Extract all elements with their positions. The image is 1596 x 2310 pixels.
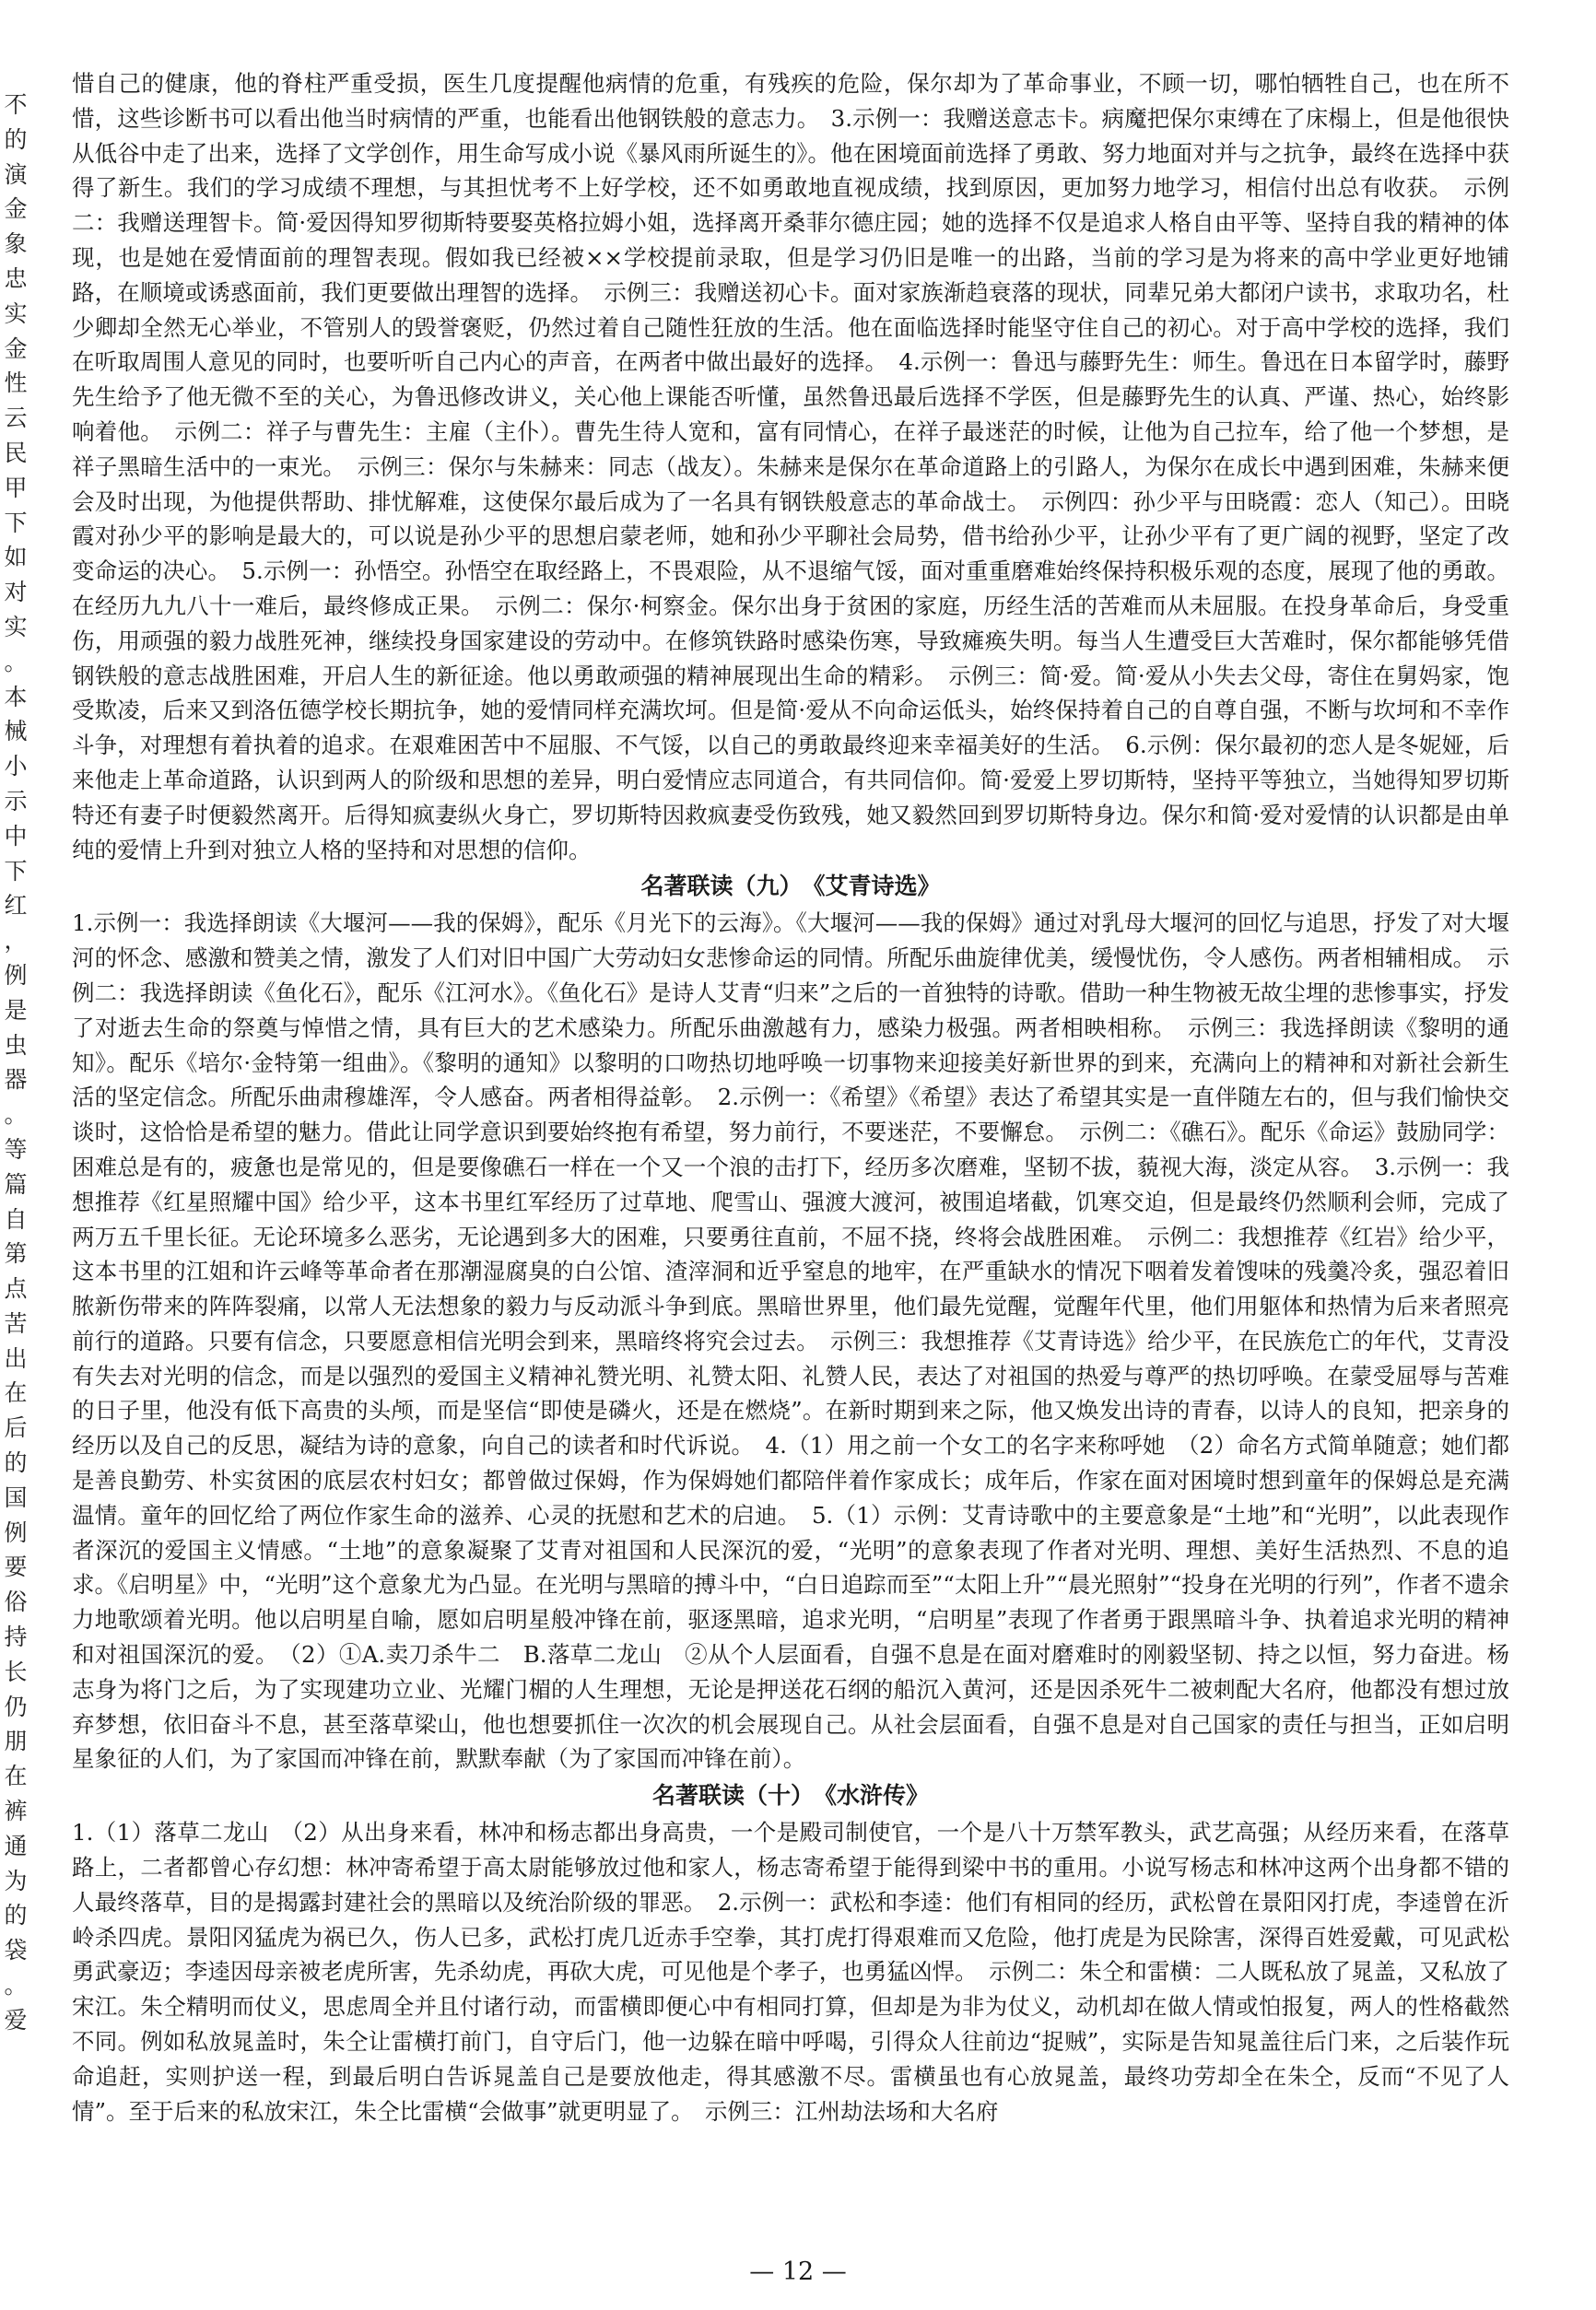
section-10-heading: 名著联读（十） 《水浒传》 <box>651 1782 929 1810</box>
left-margin-char: 如 <box>4 544 28 571</box>
left-margin-char: 金 <box>4 195 28 223</box>
left-margin-char: 金 <box>4 334 28 362</box>
left-margin-char: 器 <box>4 1066 28 1094</box>
left-margin-char: 性 <box>4 369 28 397</box>
left-margin-char: 持 <box>4 1624 28 1651</box>
left-margin-char: 第 <box>4 1240 28 1268</box>
left-margin-char: ， <box>4 927 28 955</box>
left-margin-char: 的 <box>4 1449 28 1477</box>
section-9-heading: 名著联读（九） 《艾青诗选》 <box>640 873 941 900</box>
left-margin-char: 是 <box>4 996 28 1024</box>
left-margin-char: 。 <box>4 1972 28 1999</box>
section-10-paragraph: 1.（1）落草二龙山 （2）从出身来看，林冲和杨志都出身高贵，一个是殿司制使官，一个是八十万禁军教头，武艺高强；从经历来看，在落草路上，二者都曾心存幻想：林冲寄希望于高太尉能够放过他和家人，杨志寄希望于能得到梁中书的重用。小说写杨志和林冲这两个出身都不错的人最终落草，目的是揭露封建社会的黑暗以及统治阶级的罪恶。 2.示例一：武松和李逵：他们有相同的经历，武松曾在景阳冈打虎，李逵曾在沂岭杀四虎。景阳冈猛虎为祸已久，伤人已多，武松打虎几近赤手空拳，其打虎打得艰难而又危险，他打虎是为民除害，深得百姓爱戴，可见武松勇武豪迈；李逵因母亲被老虎所害，先杀幼虎，再砍大虎，可见他是个孝子，也勇猛凶悍。 示例二：朱仝和雷横：二人既私放了晁盖，又私放了宋江。朱仝精明而仗义，思虑周全并且付诸行动，而雷横即便心中有相同打算，但却是为非为仗义，动机却在做人情或怕报复，两人的性格截然不同。例如私放晁盖时，朱仝让雷横打前门，自守后门，他一边躲在暗中呼喝，引得众人往前边“捉贼”，实际是告知晁盖往后门来，之后装作玩命追赶，实则护送一程，到最后明白告诉晁盖自己是要放他走，得其感激不尽。雷横虽也有心放晁盖，最终功劳却全在朱仝，反而“不见了人情”。至于后来的私放宋江，朱仝比雷横“会做事”就更明显了。 示例三：江州劫法场和大名府 <box>72 1819 1509 2125</box>
left-margin-char: 小 <box>4 753 28 780</box>
left-margin-char: 下 <box>4 857 28 885</box>
left-margin-char: 虫 <box>4 1031 28 1059</box>
left-margin-char: 点 <box>4 1275 28 1303</box>
left-margin-char: 例 <box>4 1519 28 1546</box>
left-margin-char: 朋 <box>4 1728 28 1755</box>
left-margin-char: 篇 <box>4 1170 28 1198</box>
left-margin-char: 在 <box>4 1763 28 1790</box>
left-margin-char: 演 <box>4 160 28 188</box>
left-margin-char: 下 <box>4 509 28 536</box>
left-margin-char: 忠 <box>4 264 28 292</box>
left-margin-char: 裤 <box>4 1798 28 1825</box>
left-margin-char: 爱 <box>4 2006 28 2034</box>
page-number: — 12 — <box>749 2257 847 2286</box>
left-margin-char: 通 <box>4 1832 28 1859</box>
left-margin-char: 后 <box>4 1414 28 1442</box>
left-margin-char: 。 <box>4 1101 28 1129</box>
left-margin-char: 长 <box>4 1658 28 1685</box>
answer-page-content <box>72 66 1509 2128</box>
left-margin-char: 俗 <box>4 1589 28 1616</box>
left-margin-char: 不 <box>4 91 28 118</box>
left-margin-char: 在 <box>4 1379 28 1407</box>
left-margin-char: 象 <box>4 230 28 258</box>
left-margin-fragment-column <box>0 88 31 2281</box>
left-margin-char: 仍 <box>4 1693 28 1720</box>
left-margin-char: 实 <box>4 299 28 327</box>
left-margin-char: 出 <box>4 1344 28 1372</box>
left-margin-char: 苦 <box>4 1309 28 1337</box>
left-margin-char: 的 <box>4 125 28 153</box>
left-margin-char: 红 <box>4 892 28 920</box>
left-margin-char: 袋 <box>4 1937 28 1964</box>
left-margin-char: 民 <box>4 439 28 466</box>
left-margin-char: 的 <box>4 1902 28 1929</box>
left-margin-char: 示 <box>4 787 28 815</box>
left-margin-char: 对 <box>4 579 28 606</box>
section-9-paragraph: 1.示例一：我选择朗读《大堰河——我的保姆》，配乐《月光下的云海》。《大堰河——我的保姆》通过对乳母大堰河的回忆与追思，抒发了对大堰河的怀念、感激和赞美之情，激发了人们对旧中国广大劳动妇女悲惨命运的同情。所配乐曲旋律优美，缓慢忧伤，令人感伤。两者相辅相成。 示例二：我选择朗读《鱼化石》，配乐《江河水》。《鱼化石》是诗人艾青“归来”之后的一首独特的诗歌。借助一种生物被无故尘埋的悲惨事实，抒发了对逝去生命的祭奠与悼惜之情，具有巨大的艺术感染力。所配乐曲激越有力，感染力极强。两者相映相称。 示例三：我选择朗读《黎明的通知》。配乐《培尔·金特第一组曲》。《黎明的通知》以黎明的口吻热切地呼唤一切事物来迎接美好新世界的到来，充满向上的精神和对新社会新生活的坚定信念。所配乐曲肃穆雄浑，令人感奋。两者相得益彰。 2.示例一：《希望》《希望》表达了希望其实是一直伴随左右的，但与我们愉快交谈时，这恰恰是希望的魅力。借此让同学意识到要始终抱有希望，努力前行，不要迷茫，不要懈怠。 示例二：《礁石》。配乐《命运》鼓励同学：困难总是有的，疲惫也是常见的，但是要像礁石一样在一个又一个浪的击打下，经历多次磨难，坚韧不拔，藐视大海，淡定从容。 3.示例一：我想推荐《红星照耀中国》给少平，这本书里红军经历了过草地、爬雪山、强渡大渡河，被围追堵截，饥寒交迫，但是最终仍然顺利会师，完成了两万五千里长征。无论环境多么恶劣，无论遇到多大的困难，只要勇往直前，不屈不挠，终将会战胜困难。 示例二：我想推荐《红岩》给少平，这本书里的江姐和许云峰等革命者在那潮湿腐臭的白公馆、渣滓洞和近乎窒息的地牢，在严重缺水的情况下咽着发着馊味的残羹冷炙，强忍着旧脓新伤带来的阵阵裂痛，以常人无法想象的毅力与反动派斗争到底。黑暗世界里，他们最先觉醒，觉醒年代里，他们用躯体和热情为后来者照亮前行的道路。只要有信念，只要愿意相信光明会到来，黑暗终将究会过去。 示例三：我想推荐《艾青诗选》给少平，在民族危亡的年代，艾青没有失去对光明的信念，而是以强烈的爱国主义精神礼赞光明、礼赞太阳、礼赞人民，表达了对祖国的热爱与尊严的热切呼唤。在蒙受屈辱与苦难的日子里，他没有低下高贵的头颅，而是坚信“即使是磷火，还是在燃烧”。在新时期到来之际，他又焕发出诗的青春，以诗人的良知，把亲身的经历以及自己的反思，凝结为诗的意象，向自己的读者和时代诉说。 4.（1）用之前一个女工的名字来称呼她 （2）命名方式简单随意；她们都是善良勤劳、朴实贫困的底层农村妇女；都曾做过保姆，作为保姆她们都陪伴着作家成长；成年后，作家在面对困境时想到童年的保姆总是充满温情。童年的回忆给了两位作家生命的滋养、心灵的抚慰和艺术的启迪。 5.（1）示例：艾青诗歌中的主要意象是“土地”和“光明”，以此表现作者深沉的爱国主义情感。“土地”的意象凝聚了艾青对祖国和人民深沉的爱，“光明”的意象表现了作者对光明、理想、美好生活热烈、不息的追求。《启明星》中，“光明”这个意象尤为凸显。在光明与黑暗的搏斗中，“白日追踪而至”“太阳上升”“晨光照射”“投身在光明的行列”，作者不遗余力地歌颂着光明。他以启明星自喻，愿如启明星般冲锋在前，驱逐黑暗，追求光明，“启明星”表现了作者勇于跟黑暗斗争、执着追求光明的精神和对祖国深沉的爱。 （2）①A.卖刀杀牛二 B.落草二龙山 ②从个人层面看，自强不息是在面对磨难时的刚毅坚韧、持之以恒，努力奋进。杨志身为将门之后，为了实现建功立业、光耀门楣的人生理想，无论是押送花石纲的船沉入黄河，还是因杀死牛二被刺配大名府，他都没有想过放弃梦想，依旧奋斗不息，甚至落草梁山，他也想要抓住一次次的机会展现自己。从社会层面看，自强不息是对自己国家的责任与担当，正如启明星象征的人们，为了家国而冲锋在前，默默奉献（为了家国而冲锋在前）。 <box>72 909 1509 1773</box>
left-margin-char: 自 <box>4 1205 28 1233</box>
left-margin-char: 械 <box>4 718 28 745</box>
left-margin-char: 本 <box>4 683 28 710</box>
left-margin-char: 要 <box>4 1554 28 1581</box>
left-margin-char: 。 <box>4 648 28 675</box>
left-margin-char: 等 <box>4 1135 28 1163</box>
left-margin-char: 为 <box>4 1867 28 1894</box>
left-margin-char: 实 <box>4 613 28 640</box>
left-margin-char: 中 <box>4 822 28 850</box>
intro-paragraph: 惜自己的健康，他的脊柱严重受损，医生几度提醒他病情的危重，有残疾的危险，保尔却为了革命事业，不顾一切，哪怕牺牲自己，也在所不惜，这些诊断书可以看出他当时病情的严重，也能看出他钢铁般的意志力。 3.示例一：我赠送意志卡。病魔把保尔束缚在了床榻上，但是他很快从低谷中走了出来，选择了文学创作，用生命写成小说《暴风雨所诞生的》。他在困境面前选择了勇敢、努力地面对并与之抗争，最终在选择中获得了新生。我们的学习成绩不理想，与其担忧考不上好学校，还不如勇敢地直视成绩，找到原因，更加努力地学习，相信付出总有收获。 示例二：我赠送理智卡。简·爱因得知罗彻斯特要娶英格拉姆小姐，选择离开桑菲尔德庄园；她的选择不仅是追求人格自由平等、坚持自我的精神的体现，也是她在爱情面前的理智表现。假如我已经被××学校提前录取，但是学习仍旧是唯一的出路，当前的学习是为将来的高中学业更好地铺路，在顺境或诱惑面前，我们更要做出理智的选择。 示例三：我赠送初心卡。面对家族渐趋衰落的现状，同辈兄弟大都闭户读书，求取功名，杜少卿却全然无心举业，不管别人的毁誉褒贬，仍然过着自己随性狂放的生活。他在面临选择时能坚守住自己的初心。对于高中学校的选择，我们在听取周围人意见的同时，也要听听自己内心的声音，在两者中做出最好的选择。 4.示例一：鲁迅与藤野先生：师生。鲁迅在日本留学时，藤野先生给予了他无微不至的关心，为鲁迅修改讲义，关心他上课能否听懂，虽然鲁迅最后选择不学医，但是藤野先生的认真、严谨、热心，始终影响着他。 示例二：祥子与曹先生：主雇（主仆）。曹先生待人宽和，富有同情心，在祥子最迷茫的时候，让他为自己拉车，给了他一个梦想，是祥子黑暗生活中的一束光。 示例三：保尔与朱赫来：同志（战友）。朱赫来是保尔在革命道路上的引路人，为保尔在成长中遇到困难，朱赫来便会及时出现，为他提供帮助、排忧解难，这使保尔最后成为了一名具有钢铁般意志的革命战士。 示例四：孙少平与田晓霞：恋人（知己）。田晓霞对孙少平的影响是最大的，可以说是孙少平的思想启蒙老师，她和孙少平聊社会局势，借书给孙少平，让孙少平有了更广阔的视野，坚定了改变命运的决心。 5.示例一：孙悟空。孙悟空在取经路上，不畏艰险，从不退缩气馁，面对重重磨难始终保持积极乐观的态度，展现了他的勇敢。在经历九九八十一难后，最终修成正果。 示例二：保尔·柯察金。保尔出身于贫困的家庭，历经生活的苦难而从未屈服。在投身革命后，身受重伤，用顽强的毅力战胜死神，继续投身国家建设的劳动中。在修筑铁路时感染伤寒，导致瘫痪失明。每当人生遭受巨大苦难时，保尔都能够凭借钢铁般的意志战胜困难，开启人生的新征途。他以勇敢顽强的精神展现出生命的精彩。 示例三：简·爱。简·爱从小失去父母，寄住在舅妈家，饱受欺凌，后来又到洛伍德学校长期抗争，她的爱情同样充满坎坷。但是简·爱从不向命运低头，始终保持着自己的自尊自强，不断与坎坷和不幸作斗争，对理想有着执着的追求。在艰难困苦中不屈服、不气馁，以自己的勇敢最终迎来幸福美好的生活。 6.示例：保尔最初的恋人是冬妮娅，后来他走上革命道路，认识到两人的阶级和思想的差异，明白爱情应志同道合，有共同信仰。简·爱爱上罗切斯特，坚持平等独立，当她得知罗切斯特还有妻子时便毅然离开。后得知疯妻纵火身亡，罗切斯特因救疯妻受伤致残，她又毅然回到罗切斯特身边。保尔和简·爱对爱情的认识都是由单纯的爱情上升到对独立人格的坚持和对思想的信仰。 <box>72 70 1509 863</box>
left-margin-char: 例 <box>4 961 28 989</box>
left-margin-char: 国 <box>4 1483 28 1511</box>
left-margin-char: 云 <box>4 405 28 432</box>
left-margin-char: 甲 <box>4 474 28 501</box>
